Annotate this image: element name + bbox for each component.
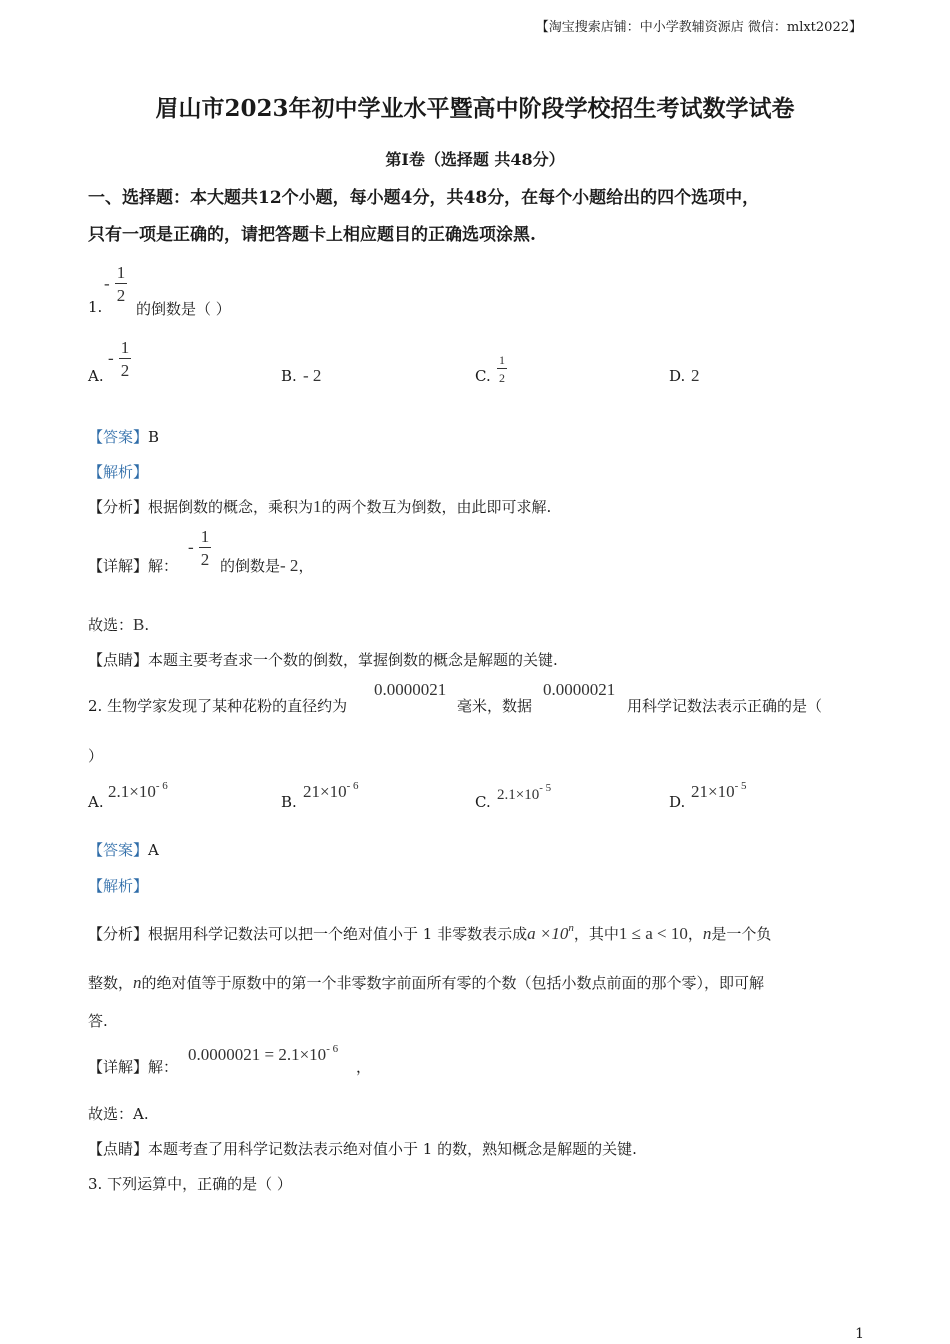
part-title: 第Ⅰ卷（选择题 共48分） [385,150,565,169]
q2-number-1: 0.0000021 [374,680,447,699]
exam-title: 眉山市2023年初中学业水平暨高中阶段学校招生考试数学试卷 [155,95,795,122]
q1-analysis: 【分析】根据倒数的概念，乘积为1的两个数互为倒数，由此即可求解. [88,497,552,516]
q2-text-a: 2. 生物学家发现了某种花粉的直径约为 [88,697,348,715]
section-instructions-line2: 只有一项是正确的，请把答题卡上相应题目的正确选项涂黑. [88,225,536,245]
q1-detail-text: 的倒数是- 2， [220,556,314,575]
q2-option-b: $21\times 10^{- 6}$ [303,780,359,801]
q2-close-paren: ） [88,747,104,765]
q2-option-b-label: B. [281,793,297,811]
q1-option-d: 2 [691,366,700,385]
q2-analysis-line2: 整数，n的绝对值等于原数中的第一个非零数字前面所有零的个数（包括小数点前面的那个零），即可解 [88,973,765,992]
header-note: 【淘宝搜索店铺：中小学教辅资源店 微信：mlxt2022】 [535,20,862,35]
q2-detail-label: 【详解】解： [88,1058,179,1076]
q2-option-a-label: A. [88,793,104,811]
q2-text-b: 毫米，数据 [457,697,533,715]
q2-answer: 【答案】A [88,841,159,859]
q1-fraction-value: $\frac{1}{2}$ [116,263,126,305]
q2-option-c: $2.1\times 10^{- 5}$ [497,782,552,803]
q2-detail-end: ， [356,1058,372,1076]
q1-option-b-label: B. [281,367,297,385]
q1-choose: 故选：B. [88,615,150,634]
q1-option-c: $\frac{1}{2}$ [499,353,505,385]
q2-dianjing: 【点睛】本题考查了用科学记数法表示绝对值小于 1 的数，熟知概念是解题的关键. [88,1140,637,1158]
q1-option-a-label: A. [88,367,104,385]
q2-option-a: $2.1\times 10^{- 6}$ [108,780,168,801]
q2-option-d: $21\times 10^{- 5}$ [691,780,747,801]
q2-analysis-line3: 答. [88,1012,108,1030]
q2-number-2: 0.0000021 [543,680,616,699]
q1-detail-label: 【详解】解： [88,557,179,575]
q1-option-c-label: C. [475,367,491,385]
q1-option-a: - $\frac{1}{2}$ [108,338,130,380]
q2-option-c-label: C. [475,793,491,811]
q1-text: 的倒数是（ ） [136,300,231,318]
q2-detail-expr: $0.0000021 = 2.1\times 10^{- 6}$ [188,1043,339,1064]
q1-number: 1. [88,298,103,316]
q1-answer: 【答案】B [88,428,160,446]
q1-detail-fraction: - $\frac{1}{2}$ [188,527,210,569]
q2-text-c: 用科学记数法表示正确的是（ [627,697,823,715]
q2-option-d-label: D. [669,793,686,811]
page-number: 1 [855,1326,864,1342]
q2-analysis-line1: 【分析】根据用科学记数法可以把一个绝对值小于 1 非零数表示成$a \times 10^n$，其中1 ≤ a < 10，n是一个负 [88,922,772,943]
q1-jiexi-heading: 【解析】 [88,463,149,481]
section-instructions-line1: 一、选择题：本大题共12个小题，每小题4分，共48分，在每个小题给出的四个选项中， [88,188,760,208]
q2-choose: 故选：A. [88,1105,149,1123]
q2-jiexi-heading: 【解析】 [88,877,149,895]
q1-fraction: - $\frac{1}{2}$ [104,263,126,305]
q1-dianjing: 【点睛】本题主要考查求一个数的倒数，掌握倒数的概念是解题的关键. [88,651,558,669]
q1-option-b: - 2 [303,366,322,385]
q3-text: 3. 下列运算中，正确的是（ ） [88,1175,292,1193]
q1-option-d-label: D. [669,367,686,385]
